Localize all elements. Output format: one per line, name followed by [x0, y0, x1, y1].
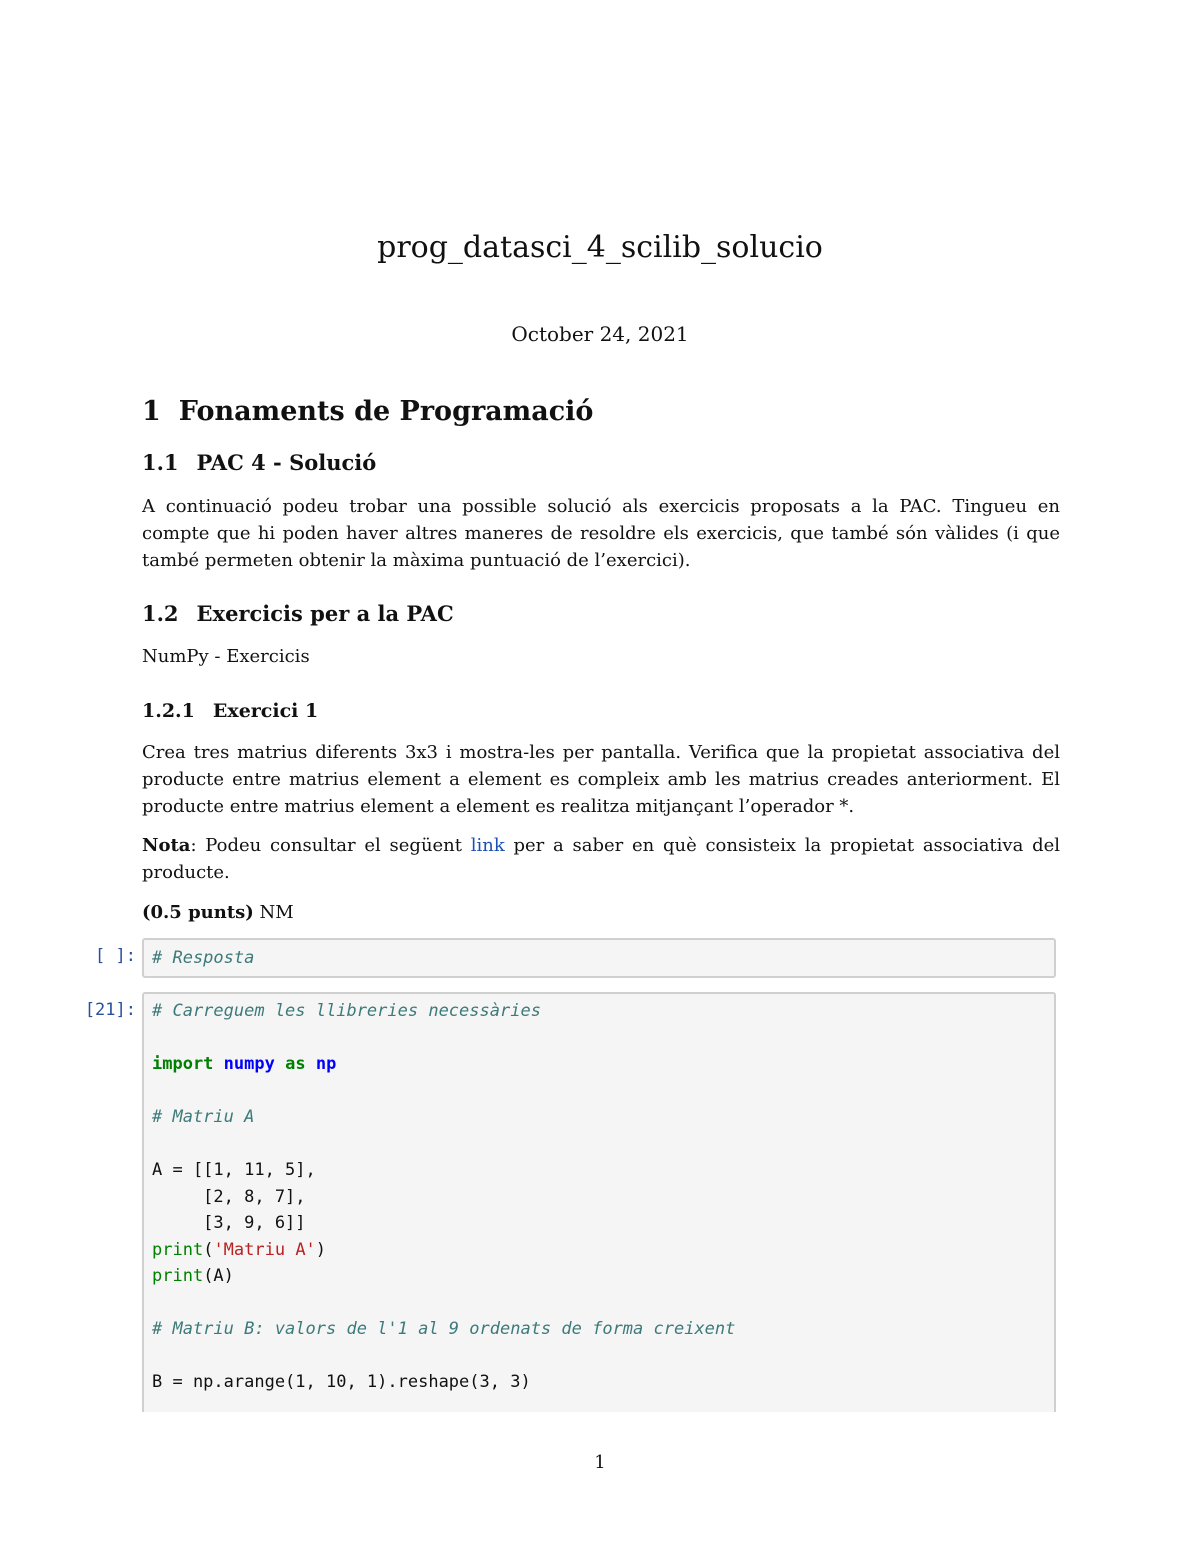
- note-paragraph: [142, 832, 1060, 886]
- code-args: (A): [203, 1266, 234, 1286]
- code-module: np: [315, 1054, 337, 1074]
- section-title: Fonaments de Programació: [178, 396, 594, 427]
- code-module: numpy: [223, 1054, 275, 1074]
- points-line: [142, 899, 1060, 926]
- points-rest: NM: [253, 902, 294, 923]
- code-blank: [152, 1290, 1046, 1317]
- code-line: A = [[1, 11, 5],: [152, 1160, 316, 1180]
- code-line: B = np.arange(1, 10, 1).reshape(3, 3): [152, 1372, 531, 1392]
- cell-prompt: [ ]:: [95, 946, 136, 966]
- code-line: [152, 1051, 1046, 1078]
- note-link[interactable]: link: [470, 835, 505, 856]
- cell-prompt: [21]:: [84, 1000, 136, 1020]
- code-blank: [152, 1131, 1046, 1158]
- section-heading-1-1: [142, 450, 376, 475]
- section-title: PAC 4 - Solució: [196, 450, 377, 475]
- note-text-after: per a saber en què consisteix la propietat associativa del producte.: [142, 835, 1060, 883]
- page-number: 1: [594, 1452, 606, 1473]
- code-line: [152, 1263, 1046, 1290]
- numpy-label: NumPy - Exercicis: [142, 646, 310, 667]
- section-number: 1.2.1: [142, 700, 195, 722]
- code-string: 'Matriu A': [213, 1239, 316, 1260]
- code-line: [2, 8, 7],: [152, 1186, 306, 1207]
- code-cell[interactable]: [142, 938, 1056, 978]
- section-title: Exercici 1: [212, 700, 319, 722]
- section-heading-1-2-1: [142, 700, 318, 722]
- section-number: 1.2: [142, 601, 179, 626]
- code-comment: # Carreguem les llibreries necessàries: [152, 1001, 541, 1021]
- points-bold: (0.5 punts): [142, 902, 254, 923]
- code-keyword: as: [285, 1054, 306, 1074]
- document-date: October 24, 2021: [511, 322, 689, 346]
- section-heading-1-2: [142, 601, 454, 626]
- note-text-before: : Podeu consultar el següent: [190, 835, 471, 856]
- document-title: prog_datasci_4_scilib_solucio: [377, 230, 823, 265]
- intro-paragraph: A continuació podeu trobar una possible solució als exercicis proposats a la PAC. Tingueu en compte que hi poden haver altres maneres de resoldre els exercicis, que també són vàlides (i que també permeten obtenir la màxima puntuació de l’exercici).: [142, 496, 1060, 571]
- section-title: Exercicis per a la PAC: [196, 601, 454, 626]
- code-blank: [152, 1078, 1046, 1105]
- code-builtin: print: [152, 1239, 204, 1260]
- code-line: [3, 9, 6]]: [152, 1213, 306, 1233]
- code-comment: # Matriu B: valors de l'1 al 9 ordenats de forma creixent: [152, 1319, 736, 1339]
- section-number: 1: [142, 396, 161, 427]
- code-comment: # Resposta: [152, 948, 255, 968]
- code-blank: [152, 1343, 1046, 1370]
- code-blank: [152, 1025, 1046, 1052]
- code-builtin: print: [152, 1266, 204, 1286]
- code-cell[interactable]: [142, 992, 1056, 1412]
- code-comment: # Matriu A: [152, 1107, 255, 1127]
- code-keyword: import: [152, 1054, 214, 1074]
- section-number: 1.1: [142, 450, 179, 475]
- code-line: print('Matriu A'): [152, 1239, 327, 1260]
- note-label: Nota: [142, 835, 191, 856]
- section-heading-1: [142, 396, 593, 427]
- exercise-paragraph: Crea tres matrius diferents 3x3 i mostra-les per pantalla. Verifica que la propietat associativa del producte entre matrius element a element es compleix amb les matrius creades anteriorment. El producte entre matrius element a element es realitza mitjançant l’operador *.: [142, 742, 1060, 817]
